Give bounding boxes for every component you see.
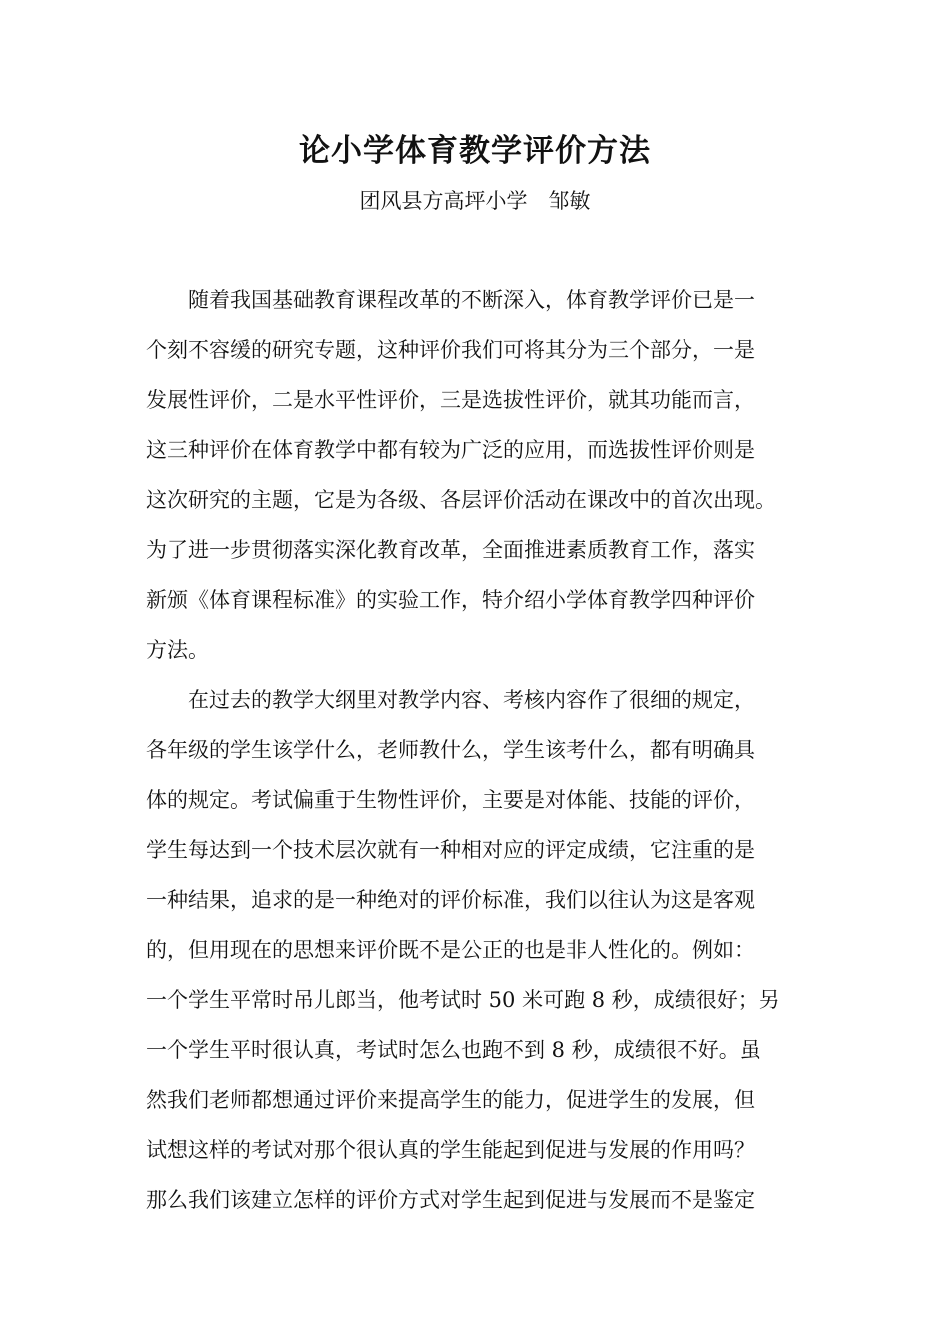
text-line: 这次研究的主题，它是为各级、各层评价活动在课改中的首次出现。 <box>146 488 776 512</box>
text-line: 体的规定。考试偏重于生物性评价，主要是对体能、技能的评价， <box>146 788 755 812</box>
text-line: 这三种评价在体育教学中都有较为广泛的应用，而选拔性评价则是 <box>146 438 755 462</box>
body-text <box>146 283 806 1233</box>
text-line: 发展性评价，二是水平性评价，三是选拔性评价，就其功能而言， <box>146 388 755 412</box>
text-line: 一个学生平时很认真，考试时怎么也跑不到 8 秒，成绩很不好。虽 <box>146 1038 761 1062</box>
text-line: 随着我国基础教育课程改革的不断深入，体育教学评价已是一 <box>146 288 755 312</box>
text-line: 在过去的教学大纲里对教学内容、考核内容作了很细的规定， <box>146 688 755 712</box>
text-line: 一个学生平常时吊儿郎当，他考试时 50 米可跑 8 秒，成绩很好；另 <box>146 988 780 1012</box>
text-line: 各年级的学生该学什么，老师教什么，学生该考什么，都有明确具 <box>146 738 755 762</box>
text-line: 那么我们该建立怎样的评价方式对学生起到促进与发展而不是鉴定 <box>146 1188 755 1212</box>
text-line: 试想这样的考试对那个很认真的学生能起到促进与发展的作用吗？ <box>146 1138 755 1162</box>
document-title: 论小学体育教学评价方法 <box>299 133 651 169</box>
text-line: 的，但用现在的思想来评价既不是公正的也是非人性化的。例如： <box>146 938 755 962</box>
text-line: 个刻不容缓的研究专题，这种评价我们可将其分为三个部分，一是 <box>146 338 755 362</box>
text-line: 方法。 <box>146 638 209 662</box>
text-line: 一种结果，追求的是一种绝对的评价标准，我们以往认为这是客观 <box>146 888 755 912</box>
text-line: 学生每达到一个技术层次就有一种相对应的评定成绩，它注重的是 <box>146 838 755 862</box>
text-line: 新颁《体育课程标准》的实验工作，特介绍小学体育教学四种评价 <box>146 588 755 612</box>
author-byline: 团风县方高坪小学 邹敏 <box>359 189 591 213</box>
text-line: 然我们老师都想通过评价来提高学生的能力，促进学生的发展，但 <box>146 1088 755 1112</box>
text-line: 为了进一步贯彻落实深化教育改革，全面推进素质教育工作，落实 <box>146 538 755 562</box>
